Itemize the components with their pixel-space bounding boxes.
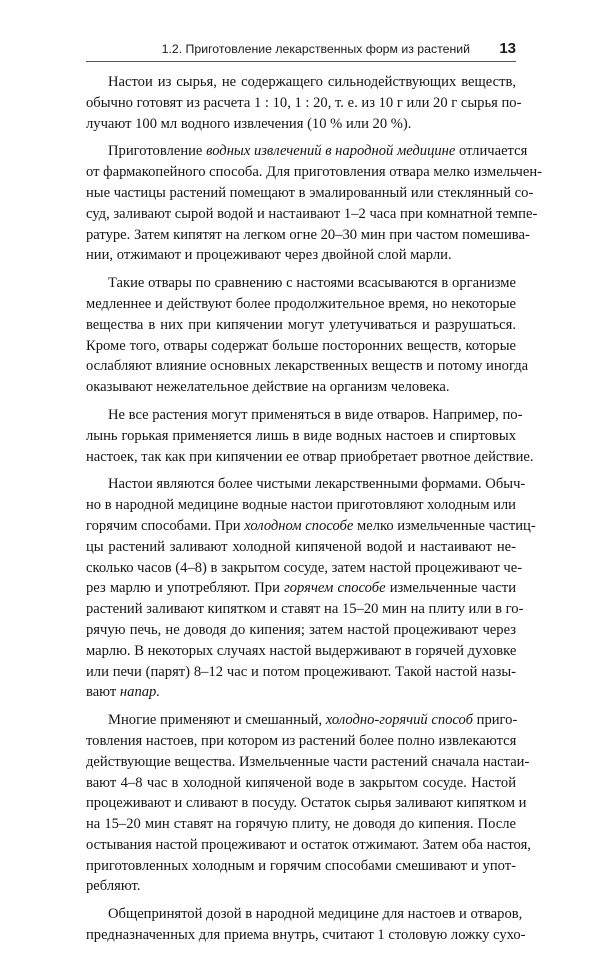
text-line — [86, 183, 534, 204]
text-run: мелко измельченные частиц- — [353, 517, 536, 534]
header-rule — [86, 61, 516, 62]
paragraph — [86, 405, 534, 467]
text-line — [86, 516, 536, 537]
text-line — [86, 682, 516, 703]
text-line — [86, 876, 516, 897]
paragraph — [86, 474, 536, 703]
text-line — [86, 225, 530, 246]
paragraph — [86, 710, 531, 897]
text-run: Приготовление — [108, 143, 207, 160]
text-run: марлю. В некоторых случаях настой выдерживают в горячей духовке — [86, 642, 517, 659]
text-run: Кроме того, отвары содержат больше посторонних веществ, которые — [86, 337, 516, 354]
text-run: вещества в них при кипячении могут улетучиваться и разрушаться. — [86, 316, 516, 333]
text-line — [86, 578, 516, 599]
text-run: от фармакопейного способа. Для приготовления отвара мелко измельчен- — [86, 164, 543, 181]
text-line — [86, 904, 523, 925]
text-run: рез марлю и употребляют. При — [86, 580, 285, 597]
text-run: ратуре. Затем кипятят на легком огне 20–30 мин при частом помешива- — [86, 226, 530, 243]
text-run: процеживают и сливают в посуду. Остаток сырья заливают кипятком и — [86, 795, 527, 812]
text-run: остывания настой процеживают и остаток отжимают. Затем оба настоя, — [86, 836, 531, 853]
text-line — [86, 641, 516, 662]
text-run: Настои из сырья, не содержащего сильнодействующих веществ, — [108, 74, 516, 90]
italic-term: холодно-горячий способ — [325, 712, 473, 729]
text-line — [86, 315, 516, 336]
paragraph — [86, 273, 529, 398]
text-line — [86, 447, 534, 468]
text-run: но в народной медицине водные настои приготовляют холодным или — [86, 497, 516, 514]
running-title: 1.2. Приготовление лекарственных форм из растений — [161, 42, 470, 56]
text-run: Многие применяют и смешанный, — [108, 712, 326, 729]
page-header — [86, 40, 516, 62]
italic-term: холодном способе — [244, 517, 354, 534]
text-line — [86, 558, 523, 579]
text-line — [86, 856, 516, 877]
text-run: вают — [86, 684, 120, 701]
text-line — [86, 294, 516, 315]
text-line — [86, 141, 528, 162]
text-line — [86, 474, 526, 495]
italic-term: горячем способе — [284, 580, 386, 597]
text-run: отличается — [455, 143, 528, 160]
text-run: Не все растения могут применяться в виде отваров. Например, по- — [108, 406, 523, 423]
text-line — [86, 245, 516, 266]
text-line — [86, 752, 530, 773]
text-run: растений заливают кипятком и ставят на 15–20 мин на плиту или в го- — [86, 601, 524, 618]
text-line — [86, 93, 522, 114]
text-line — [86, 925, 526, 946]
text-line — [86, 72, 516, 93]
page-number: 13 — [499, 40, 516, 57]
text-run: ные частицы растений помещают в эмалированный или стеклянный со- — [86, 184, 534, 201]
text-line — [86, 773, 516, 794]
text-line — [86, 793, 527, 814]
text-run: ослабляют влияние основных лекарственных веществ и потому иногда — [86, 358, 529, 375]
text-run: сколько часов (4–8) в закрытом сосуде, затем настой процеживают че- — [86, 559, 523, 576]
text-run: Настои являются более чистыми лекарственными формами. Обыч- — [108, 476, 526, 493]
text-line — [86, 495, 516, 516]
text-run: суд, заливают сырой водой и настаивают 1–2 часа при комнатной темпе- — [86, 205, 538, 222]
text-run: медленнее и действуют более продолжительное время, но некоторые — [86, 295, 516, 312]
text-run: товления настоев, при котором из растений более полно извлекаются — [86, 732, 517, 749]
text-line — [86, 114, 516, 135]
text-run: настоек, так как при кипячении ее отвар приобретает рвотное действие. — [86, 448, 534, 465]
text-line — [86, 537, 516, 558]
text-line — [86, 426, 516, 447]
text-line — [86, 405, 523, 426]
text-line — [86, 731, 516, 752]
text-line — [86, 356, 529, 377]
text-run: рячую печь, не доводя до кипения; затем настой процеживают через — [86, 621, 516, 638]
text-line — [86, 273, 516, 294]
text-line — [86, 662, 516, 683]
paragraph — [86, 72, 522, 134]
text-run: приготовленных холодным и горячим способами смешивают и упот- — [86, 857, 516, 874]
text-run: действующие вещества. Измельченные части растений сначала настаи- — [86, 753, 530, 770]
text-run: Такие отвары по сравнению с настоями всасываются в организме — [108, 275, 516, 292]
paragraph — [86, 141, 543, 266]
text-run: на 15–20 мин ставят на горячую плиту, не доводя до кипения. После — [86, 816, 516, 833]
text-run: измельченные части — [385, 580, 516, 597]
italic-term: напар. — [119, 684, 160, 701]
text-line — [86, 162, 543, 183]
text-line — [86, 204, 538, 225]
text-line — [86, 599, 524, 620]
text-run: лынь горькая применяется лишь в виде водных настоев и спиртовых — [86, 427, 516, 444]
text-run: лучают 100 мл водного извлечения (10 % или 20 %). — [86, 115, 412, 132]
text-line — [86, 814, 516, 835]
text-line — [86, 377, 516, 398]
text-line — [86, 620, 516, 641]
text-line — [86, 710, 516, 731]
text-run: оказывают нежелательное действие на организм человека. — [86, 379, 450, 396]
text-run: приго- — [472, 712, 518, 729]
text-run: или печи (парят) 8–12 час и потом процеживают. Такой настой назы- — [86, 663, 516, 680]
body-text — [86, 72, 543, 953]
text-run: предназначенных для приема внутрь, считают 1 столовую ложку сухо- — [86, 927, 526, 944]
text-run: горячим способами. При — [86, 517, 245, 534]
italic-term: водных извлечений в народной медицине — [206, 143, 456, 160]
text-run: вают 4–8 час в холодной кипяченой воде в закрытом сосуде. Настой — [86, 774, 516, 791]
text-run: ребляют. — [86, 878, 141, 895]
text-run: обычно готовят из расчета 1 : 10, 1 : 20, т. е. из 10 г или 20 г сырья по- — [86, 94, 522, 111]
text-line — [86, 835, 531, 856]
text-run: нии, отжимают и процеживают через двойной слой марли. — [86, 247, 452, 264]
paragraph — [86, 904, 526, 946]
text-run: Общепринятой дозой в народной медицине для настоев и отваров, — [108, 906, 523, 923]
text-run: цы растений заливают холодной кипяченой водой и настаивают не- — [86, 538, 516, 555]
text-line — [86, 336, 516, 357]
